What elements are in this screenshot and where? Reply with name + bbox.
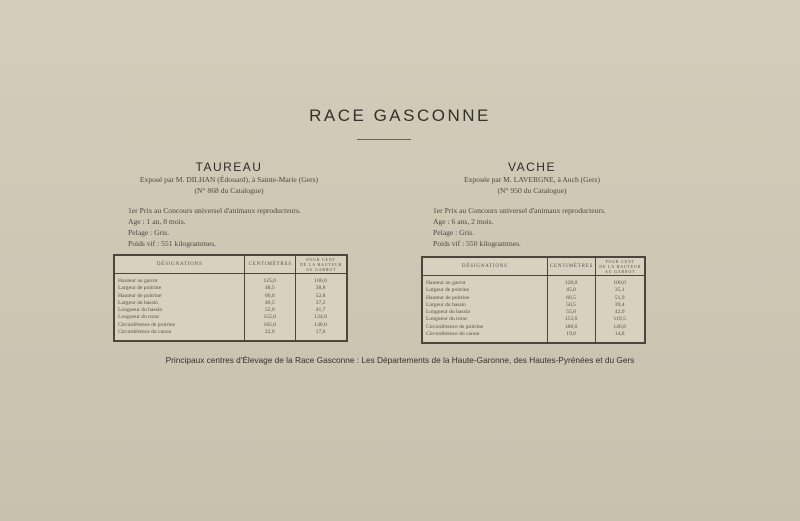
header-designations: DÉSIGNATIONS xyxy=(462,264,508,269)
row-label: Longueur du tronc xyxy=(426,316,468,323)
row-centimetres: 52,0 xyxy=(264,307,275,314)
row-centimetres: 185,0 xyxy=(263,321,277,328)
row-pour-cent: 35,1 xyxy=(614,287,625,294)
taureau-exhibitor: Exposé par M. DILHAN (Édouard), à Sainte-Marie (Gers) xyxy=(139,175,319,184)
vache-prize: 1er Prix au Concours universel d'animaux reproducteurs. xyxy=(433,206,606,215)
table-row xyxy=(115,285,346,292)
page-title: RACE GASCONNE xyxy=(309,106,491,125)
row-centimetres: 22,0 xyxy=(264,329,275,336)
row-pour-cent: 124,0 xyxy=(314,314,327,321)
row-label: Circonférence de poitrine xyxy=(426,323,484,330)
table-row xyxy=(115,307,346,314)
taureau-section xyxy=(113,160,345,249)
row-label: Largeur du bassin xyxy=(426,301,466,308)
row-pour-cent: 41,7 xyxy=(315,307,326,314)
row-pour-cent: 100,0 xyxy=(613,280,626,286)
table-row xyxy=(423,280,644,287)
table-row xyxy=(423,309,644,316)
row-pour-cent: 119,5 xyxy=(613,316,626,323)
table-row xyxy=(423,316,644,323)
row-centimetres: 48,5 xyxy=(264,285,275,292)
row-label: Circonférence de poitrine xyxy=(118,321,176,328)
row-centimetres: 66,0 xyxy=(264,292,275,299)
table-row xyxy=(115,322,346,329)
row-label: Longueur du bassin xyxy=(426,309,471,316)
title-rule xyxy=(357,139,411,140)
header-pour-cent-label: POUR CENT xyxy=(306,257,336,262)
row-centimetres: 128,0 xyxy=(564,280,578,286)
row-label: Circonférence du canon xyxy=(118,329,172,336)
row-label: Largeur de poitrine xyxy=(426,287,470,294)
taureau-age: Age : 1 an, 8 mois. xyxy=(128,217,186,226)
vache-measurements-table xyxy=(421,256,646,344)
row-label: Hauteur de poitrine xyxy=(118,292,162,299)
header-pour-cent-sub: DE LA HAUTEUR AU GARROT xyxy=(599,264,642,274)
vache-section xyxy=(421,160,643,249)
row-centimetres: 46,5 xyxy=(264,299,275,306)
header-centimetres: CENTIMÈTRES xyxy=(244,256,295,273)
row-label: Hauteur au garrot xyxy=(118,278,158,284)
row-pour-cent: 146,8 xyxy=(613,323,626,330)
taureau-prize: 1er Prix au Concours universel d'animaux reproducteurs. xyxy=(128,206,301,215)
row-centimetres: 45,0 xyxy=(566,287,576,294)
vache-age: Age : 6 ans, 2 mois. xyxy=(433,217,494,226)
row-label: Longueur du tronc xyxy=(118,314,160,321)
row-label: Largeur de poitrine xyxy=(118,285,162,292)
row-centimetres: 188,0 xyxy=(564,323,578,330)
table-body xyxy=(423,280,644,338)
row-label: Largeur du bassin xyxy=(118,299,158,306)
header-pour-cent-sub: DE LA HAUTEUR AU GARROT xyxy=(300,262,343,272)
header-designations: DÉSIGNATIONS xyxy=(156,262,203,267)
vache-poids: Poids vif : 550 kilogrammes. xyxy=(433,239,521,248)
row-centimetres: 66,5 xyxy=(566,294,576,301)
table-row xyxy=(115,300,346,307)
taureau-heading: TAUREAU xyxy=(195,160,263,174)
row-centimetres: 155,0 xyxy=(263,314,277,321)
row-centimetres: 125,0 xyxy=(263,278,277,284)
header-centimetres: CENTIMÈTRES xyxy=(547,258,596,275)
row-pour-cent: 38,8 xyxy=(315,285,326,292)
table-row xyxy=(115,278,346,285)
table-row xyxy=(423,295,644,302)
row-centimetres: 50,5 xyxy=(566,301,576,308)
table-row xyxy=(423,331,644,338)
table-row xyxy=(423,302,644,309)
row-centimetres: 19,0 xyxy=(566,331,576,338)
table-row xyxy=(115,314,346,321)
header-pour-cent-label: POUR CENT xyxy=(605,259,635,264)
row-label: Hauteur au garrot xyxy=(426,280,466,286)
table-row xyxy=(115,293,346,300)
taureau-pelage: Pelage : Gris. xyxy=(128,228,170,237)
row-pour-cent: 42,9 xyxy=(614,309,625,316)
row-label: Circonférence du canon xyxy=(426,331,480,338)
taureau-poids: Poids vif : 551 kilogrammes. xyxy=(128,239,216,248)
table-row xyxy=(423,324,644,331)
row-centimetres: 55,0 xyxy=(566,309,576,316)
table-header xyxy=(115,256,346,274)
row-pour-cent: 37,2 xyxy=(315,299,326,306)
header-pour-cent xyxy=(595,258,644,275)
row-label: Longueur du bassin xyxy=(118,307,163,314)
vache-catalogue: (N° 950 du Catalogue) xyxy=(497,186,567,195)
row-pour-cent: 52,8 xyxy=(315,292,326,299)
taureau-measurements-table xyxy=(113,254,348,342)
row-pour-cent: 17,6 xyxy=(315,329,326,336)
table-body xyxy=(115,278,346,336)
breeding-centres-note: Principaux centres d'Élevage de la Race Gasconne : Les Départements de la Haute-Garonne, des Hautes-Pyrénées et du Gers xyxy=(165,355,635,365)
table-row xyxy=(423,287,644,294)
row-pour-cent: 148,0 xyxy=(314,321,327,328)
vache-heading: VACHE xyxy=(508,160,556,174)
row-pour-cent: 100,0 xyxy=(314,278,327,284)
vache-pelage: Pelage : Gris. xyxy=(433,228,475,237)
vache-exhibitor: Exposée par M. LAVERGNE, à Auch (Gers) xyxy=(463,175,601,184)
row-pour-cent: 39,4 xyxy=(614,301,625,308)
taureau-catalogue: (N° 868 du Catalogue) xyxy=(194,186,264,195)
table-header xyxy=(423,258,644,276)
row-label: Hauteur de poitrine xyxy=(426,294,470,301)
table-row xyxy=(115,329,346,336)
row-pour-cent: 51,9 xyxy=(614,294,625,301)
header-pour-cent xyxy=(295,256,346,273)
row-centimetres: 153,0 xyxy=(564,316,578,323)
row-pour-cent: 14,8 xyxy=(614,331,625,338)
